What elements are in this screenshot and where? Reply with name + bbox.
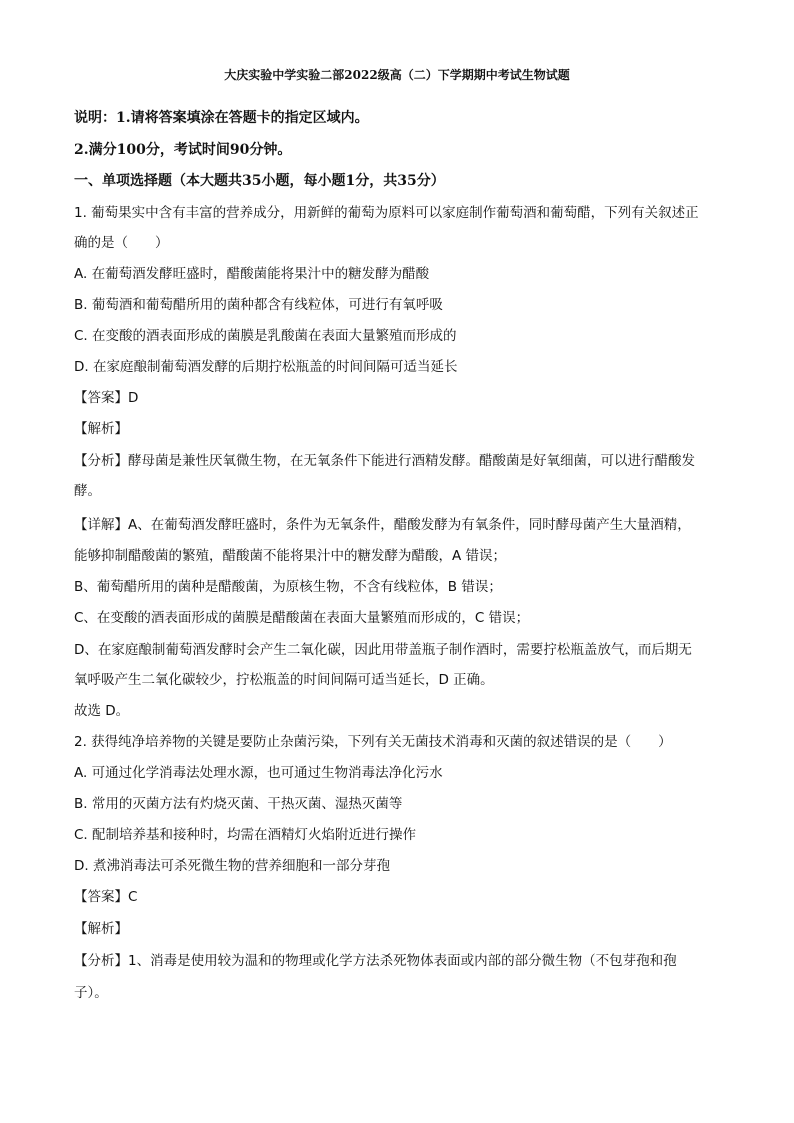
q1-detail-b: B、葡萄醋所用的菌种是醋酸菌，为原核生物，不含有线粒体，B 错误； xyxy=(74,579,502,595)
q1-analysis-line-1: 【分析】酵母菌是兼性厌氧微生物，在无氧条件下能进行酒精发酵。醋酸菌是好氧细菌，可以进行醋酸发 xyxy=(74,453,695,469)
q1-detail-d-line-1: D、在家庭酿制葡萄酒发酵时会产生二氧化碳，因此用带盖瓶子制作酒时，需要拧松瓶盖放气，而后期无 xyxy=(74,642,692,658)
q1-option-a: A. 在葡萄酒发酵旺盛时，醋酸菌能将果汁中的糖发酵为醋酸 xyxy=(74,266,430,282)
q1-detail-line-1: 【详解】A、在葡萄酒发酵旺盛时，条件为无氧条件，醋酸发酵为有氧条件，同时酵母菌产生大量酒精， xyxy=(74,517,691,533)
exam-title: 大庆实验中学实验二部2022级高（二）下学期期中考试生物试题 xyxy=(224,68,570,82)
q1-answer: 【答案】D xyxy=(74,390,139,406)
q1-option-b: B. 葡萄酒和葡萄醋所用的菌种都含有线粒体，可进行有氧呼吸 xyxy=(74,297,443,313)
q2-option-d: D. 煮沸消毒法可杀死微生物的营养细胞和一部分芽孢 xyxy=(74,858,390,874)
q1-option-d: D. 在家庭酿制葡萄酒发酵的后期拧松瓶盖的时间间隔可适当延长 xyxy=(74,359,458,375)
note-line-2: 2.满分100分，考试时间90分钟。 xyxy=(74,142,292,158)
q2-analysis-line-2: 子）。 xyxy=(74,985,108,1001)
q1-detail-c: C、在变酸的酒表面形成的菌膜是醋酸菌在表面大量繁殖而形成的，C 错误； xyxy=(74,610,530,626)
q1-option-c: C. 在变酸的酒表面形成的菌膜是乳酸菌在表面大量繁殖而形成的 xyxy=(74,328,457,344)
q1-jiexi-label: 【解析】 xyxy=(74,421,128,437)
q1-stem-line-2: 确的是（ ） xyxy=(74,235,169,251)
q2-answer: 【答案】C xyxy=(74,889,138,905)
q1-detail-line-2: 能够抑制醋酸菌的繁殖，醋酸菌不能将果汁中的糖发酵为醋酸，A 错误； xyxy=(74,548,507,564)
note-line-1: 说明：1.请将答案填涂在答题卡的指定区域内。 xyxy=(74,110,369,126)
q2-stem: 2. 获得纯净培养物的关键是要防止杂菌污染，下列有关无菌技术消毒和灭菌的叙述错误的是（ ） xyxy=(74,734,672,750)
q2-option-c: C. 配制培养基和接种时，均需在酒精灯火焰附近进行操作 xyxy=(74,827,417,843)
q2-option-b: B. 常用的灭菌方法有灼烧灭菌、干热灭菌、湿热灭菌等 xyxy=(74,796,403,812)
q1-conclusion: 故选 D。 xyxy=(74,703,130,719)
q1-analysis-line-2: 酵。 xyxy=(74,483,101,499)
q1-detail-d-line-2: 氧呼吸产生二氧化碳较少，拧松瓶盖的时间间隔可适当延长，D 正确。 xyxy=(74,672,494,688)
q2-option-a: A. 可通过化学消毒法处理水源，也可通过生物消毒法净化污水 xyxy=(74,765,443,781)
q2-analysis-line-1: 【分析】1、消毒是使用较为温和的物理或化学方法杀死物体表面或内部的部分微生物（不包芽孢和孢 xyxy=(74,953,677,969)
section-heading: 一、单项选择题（本大题共35小题，每小题1分，共35分） xyxy=(74,173,445,189)
q1-stem-line-1: 1. 葡萄果实中含有丰富的营养成分，用新鲜的葡萄为原料可以家庭制作葡萄酒和葡萄醋，下列有关叙述正 xyxy=(74,205,699,221)
q2-jiexi-label: 【解析】 xyxy=(74,921,128,937)
